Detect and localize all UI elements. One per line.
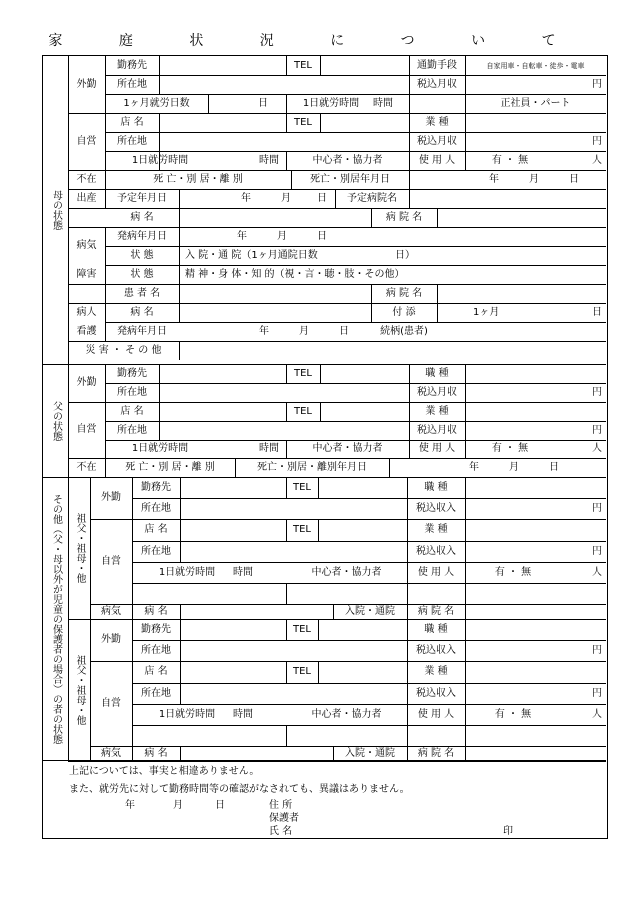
field-label: 入院・通院 <box>345 747 395 759</box>
unit: 日 <box>339 325 349 337</box>
yen-unit: 円 <box>592 135 602 147</box>
field-label: 死亡・別居・離別年月日 <box>257 461 367 473</box>
grid-line-h <box>90 519 606 520</box>
mother-birth-label: 出産 <box>76 192 97 204</box>
yen-unit: 円 <box>592 687 602 699</box>
field-label: TEL <box>294 367 312 379</box>
guardian-sick-label: 病気 <box>101 605 121 617</box>
declaration-line-1: 上記については、事実と相違ありません。 <box>69 766 260 777</box>
field-label: 中心者・協力者 <box>311 708 382 720</box>
grid-line-v <box>180 661 181 704</box>
field-label: 予定年月日 <box>117 192 167 204</box>
unit: 日） <box>395 249 415 261</box>
grid-line-h <box>105 132 606 133</box>
field-label: 病 院 名 <box>385 211 423 223</box>
unit: 月 <box>299 325 309 337</box>
unit: 日 <box>569 173 579 185</box>
grid-line-h <box>132 562 606 563</box>
grid-line-v <box>320 113 321 132</box>
mother-section-label: 母の状態 <box>50 190 62 230</box>
grid-line-v <box>286 725 287 746</box>
unit: 時間 <box>233 566 253 578</box>
unit: 日 <box>258 97 268 109</box>
disaster-label: 災 害 ・ そ の 他 <box>85 344 162 356</box>
grid-line-v <box>320 56 321 75</box>
field-label: 1ヶ月就労日数 <box>123 97 190 109</box>
field-label: 病 院 名 <box>417 605 455 617</box>
field-label: 所在地 <box>141 502 171 514</box>
unit: 年 <box>241 192 251 204</box>
yen-unit: 円 <box>592 78 602 90</box>
yen-unit: 円 <box>592 502 602 514</box>
field-label: 勤務先 <box>117 59 147 71</box>
grid-line-h <box>132 725 606 726</box>
yen-unit: 円 <box>592 644 602 656</box>
field-label: 職 種 <box>424 623 448 635</box>
field-label: 税込月収 <box>417 386 457 398</box>
unit: 人 <box>592 566 602 578</box>
field-label: TEL <box>293 481 311 493</box>
unit: 時間 <box>259 154 279 166</box>
yen-unit: 円 <box>592 386 602 398</box>
field-label: 状 態 <box>130 249 154 261</box>
guardian-self-label: 自営 <box>101 697 121 709</box>
grid-line-h <box>43 477 606 478</box>
field-label: 職 種 <box>425 367 449 379</box>
grid-line-v <box>465 661 466 746</box>
field-label: 所在地 <box>117 386 147 398</box>
grid-line-v <box>318 519 319 541</box>
grid-line-h <box>68 208 606 209</box>
field-label: 1日就労時間 <box>158 708 216 720</box>
grid-line-v <box>318 477 319 498</box>
grid-line-v <box>286 583 287 604</box>
field-label: 中心者・協力者 <box>311 566 382 578</box>
field-label: 業 種 <box>424 524 448 535</box>
field-label: TEL <box>293 524 311 535</box>
grid-line-h <box>43 760 606 761</box>
grid-line-h <box>68 189 606 190</box>
field-label: 職 種 <box>424 481 448 493</box>
field-label: 使 用 人 <box>418 443 456 454</box>
grid-line-h <box>105 75 606 76</box>
unit: 日 <box>592 306 602 318</box>
presence-option: 有 ・ 無 <box>494 566 532 578</box>
grid-line-h <box>105 94 606 95</box>
field-label: 業 種 <box>424 666 448 677</box>
field-label: TEL <box>294 116 312 128</box>
field-label: TEL <box>293 666 311 677</box>
unit: 日 <box>317 230 327 242</box>
field-label: 税込収入 <box>416 502 456 514</box>
unit: 月 <box>529 173 539 185</box>
grid-line-h <box>68 170 606 171</box>
field-label: 使 用 人 <box>417 708 455 720</box>
grid-line-h <box>43 364 606 365</box>
field-label: 勤務先 <box>117 367 147 379</box>
grid-line-h <box>105 440 606 441</box>
guardian-label: 祖父・祖母・他 <box>74 655 85 725</box>
grid-line-h <box>68 402 606 403</box>
guardian-work-label: 外勤 <box>101 634 121 645</box>
mother-care-label: 病人 <box>76 306 97 318</box>
disability-value: 精 神・身 体・知 的（視・言・聴・肢・その他） <box>185 268 405 280</box>
field-label: 病 名 <box>144 747 168 759</box>
grid-line-v <box>159 56 160 94</box>
field-label: 店 名 <box>120 405 144 417</box>
grid-line-v <box>320 402 321 421</box>
grid-line-h <box>132 498 606 499</box>
field-label: 店 名 <box>120 116 144 128</box>
field-label: 1日就労時間 <box>302 97 360 109</box>
grid-line-h <box>90 661 606 662</box>
field-label: TEL <box>293 623 311 635</box>
field-label: 所在地 <box>117 424 147 436</box>
field-label: 付 添 <box>392 306 416 318</box>
grid-line-v <box>465 604 466 619</box>
field-label: 店 名 <box>144 666 168 677</box>
grid-line-v <box>179 265 180 284</box>
field-label: 業 種 <box>425 116 449 128</box>
field-label: 使 用 人 <box>418 154 456 166</box>
field-label: TEL <box>294 405 312 417</box>
absent-reason: 死 亡・別 居・離 別 <box>125 461 215 473</box>
grid-line-h <box>105 421 606 422</box>
grid-line-h <box>132 683 606 684</box>
grid-line-h <box>105 383 606 384</box>
guardian-label-sign: 保護者 <box>269 813 299 824</box>
grid-line-v <box>159 364 160 402</box>
guardian-label: 祖父・祖母・他 <box>74 513 85 583</box>
field-label: 勤務先 <box>141 623 171 635</box>
grid-line-h <box>105 246 606 247</box>
field-label: 病 名 <box>130 306 154 318</box>
field-label: 使 用 人 <box>417 566 455 578</box>
field-label: 業 種 <box>425 405 449 417</box>
grid-line-h <box>68 113 606 114</box>
field-label: 状 態 <box>130 268 154 280</box>
field-label: 予定病院名 <box>347 192 397 204</box>
field-label: 通勤手段 <box>417 59 457 71</box>
grid-line-v <box>179 341 180 360</box>
presence-option: 有 ・ 無 <box>491 443 529 454</box>
date-day: 日 <box>215 800 225 811</box>
grid-line-h <box>68 341 606 342</box>
unit: 日 <box>549 461 559 473</box>
grid-line-v <box>180 519 181 562</box>
mother-care-label: 看護 <box>76 325 97 337</box>
field-label: 中心者・協力者 <box>312 443 383 454</box>
field-label: 税込収入 <box>416 545 456 557</box>
unit: 人 <box>592 443 602 454</box>
name-label: 氏 名 <box>269 826 293 837</box>
field-label: 税込収入 <box>416 644 456 656</box>
guardian-sick-label: 病気 <box>101 747 121 759</box>
field-label: 勤務先 <box>141 481 171 493</box>
field-label: 1日就労時間 <box>131 443 189 454</box>
grid-line-h <box>105 151 606 152</box>
presence-option: 有 ・ 無 <box>494 708 532 720</box>
field-label: 1日就労時間 <box>158 566 216 578</box>
grid-line-v <box>409 189 410 208</box>
grid-line-v <box>159 402 160 440</box>
grid-line-h <box>68 227 606 228</box>
unit: 時間 <box>233 708 253 720</box>
grid-line-v <box>318 619 319 640</box>
father-self-label: 自営 <box>76 424 97 435</box>
field-label: 税込月収 <box>417 78 457 90</box>
household-form <box>42 55 608 839</box>
unit: 月 <box>277 230 287 242</box>
father-work-label: 外勤 <box>76 377 97 388</box>
grid-line-h <box>68 619 606 620</box>
absent-reason: 死 亡・別 居・離 別 <box>153 173 243 185</box>
grid-line-v <box>320 364 321 383</box>
unit: 年 <box>469 461 479 473</box>
grid-line-h <box>68 761 606 762</box>
grid-line-v <box>318 661 319 683</box>
yen-unit: 円 <box>592 545 602 557</box>
grid-line-v <box>465 519 466 604</box>
field-label: 所在地 <box>141 644 171 656</box>
field-label: 店 名 <box>144 524 168 535</box>
grid-line-h <box>68 284 606 285</box>
guardian-self-label: 自営 <box>101 555 121 567</box>
unit: 年 <box>237 230 247 242</box>
field-label: TEL <box>294 59 312 71</box>
grid-line-v <box>179 284 180 322</box>
unit: 年 <box>259 325 269 337</box>
grid-line-v <box>437 208 438 227</box>
field-label: 病 名 <box>144 605 168 617</box>
unit: 時間 <box>373 97 393 109</box>
field-label: 税込月収 <box>417 135 457 147</box>
grid-line-h <box>105 322 606 323</box>
field-label: 税込収入 <box>416 687 456 699</box>
yen-unit: 円 <box>592 424 602 436</box>
field-label: 入院・通院 <box>345 605 395 617</box>
grid-line-h <box>68 303 606 304</box>
unit: 日 <box>317 192 327 204</box>
unit: 月 <box>281 192 291 204</box>
employment-type: 正社員・パート <box>500 97 571 109</box>
field-label: 続柄(患者) <box>380 325 428 337</box>
other-section-label: その他（父・母以外が児童の保護者の場合）の者の状態 <box>50 494 62 744</box>
state-value: 入 院・通 院（1ヶ月通院日数 <box>185 249 318 261</box>
guardian-work-label: 外勤 <box>101 492 121 503</box>
grid-line-h <box>105 265 606 266</box>
grid-line-h <box>68 458 606 459</box>
mother-disability-label: 障害 <box>76 268 97 280</box>
father-section-label: 父の状態 <box>50 400 62 441</box>
field-label: 死亡・別居年月日 <box>310 173 390 185</box>
field-label: 税込月収 <box>417 424 457 436</box>
unit: 時間 <box>259 443 279 454</box>
grid-line-v <box>180 604 181 619</box>
field-label: 病 名 <box>130 211 154 223</box>
mother-absent-label: 不在 <box>76 173 97 185</box>
field-label: 所在地 <box>141 687 171 699</box>
unit: 1ヶ月 <box>473 306 500 318</box>
grid-line-v <box>465 746 466 761</box>
field-label: 1日就労時間 <box>131 154 189 166</box>
grid-line-v <box>180 746 181 761</box>
grid-line-v <box>180 619 181 661</box>
mother-self-label: 自営 <box>76 135 97 147</box>
field-label: 所在地 <box>117 78 147 90</box>
field-label: 発病年月日 <box>117 325 167 337</box>
presence-option: 有 ・ 無 <box>491 154 529 166</box>
declaration-line-2: また、就労先に対して勤務時間等の確認がなされても、異議はありません。 <box>69 784 410 795</box>
mother-work-label: 外勤 <box>76 78 97 90</box>
grid-line-h <box>132 541 606 542</box>
field-label: 病 院 名 <box>385 287 423 299</box>
grid-line-v <box>437 284 438 322</box>
grid-line-h <box>132 640 606 641</box>
unit: 人 <box>592 154 602 166</box>
field-label: 所在地 <box>117 135 147 147</box>
address-label: 住 所 <box>269 800 293 811</box>
field-label: 病 院 名 <box>417 747 455 759</box>
grid-line-h <box>132 704 606 705</box>
mother-sick-label: 病気 <box>76 240 97 251</box>
date-year: 年 <box>125 800 135 811</box>
field-label: 患 者 名 <box>123 287 161 299</box>
commute-options: 自家用車・自転車・徒歩・電車 <box>486 61 585 70</box>
unit: 年 <box>489 173 499 185</box>
field-label: 発病年月日 <box>117 230 167 242</box>
page-title: 家 庭 状 況 に つ い て <box>48 33 582 49</box>
grid-line-v <box>180 477 181 519</box>
unit: 人 <box>592 708 602 720</box>
field-label: 所在地 <box>141 545 171 557</box>
date-month: 月 <box>173 800 183 811</box>
field-label: 中心者・協力者 <box>312 154 383 166</box>
father-absent-label: 不在 <box>76 461 97 473</box>
unit: 月 <box>509 461 519 473</box>
grid-line-h <box>132 583 606 584</box>
seal-mark: 印 <box>503 826 513 837</box>
